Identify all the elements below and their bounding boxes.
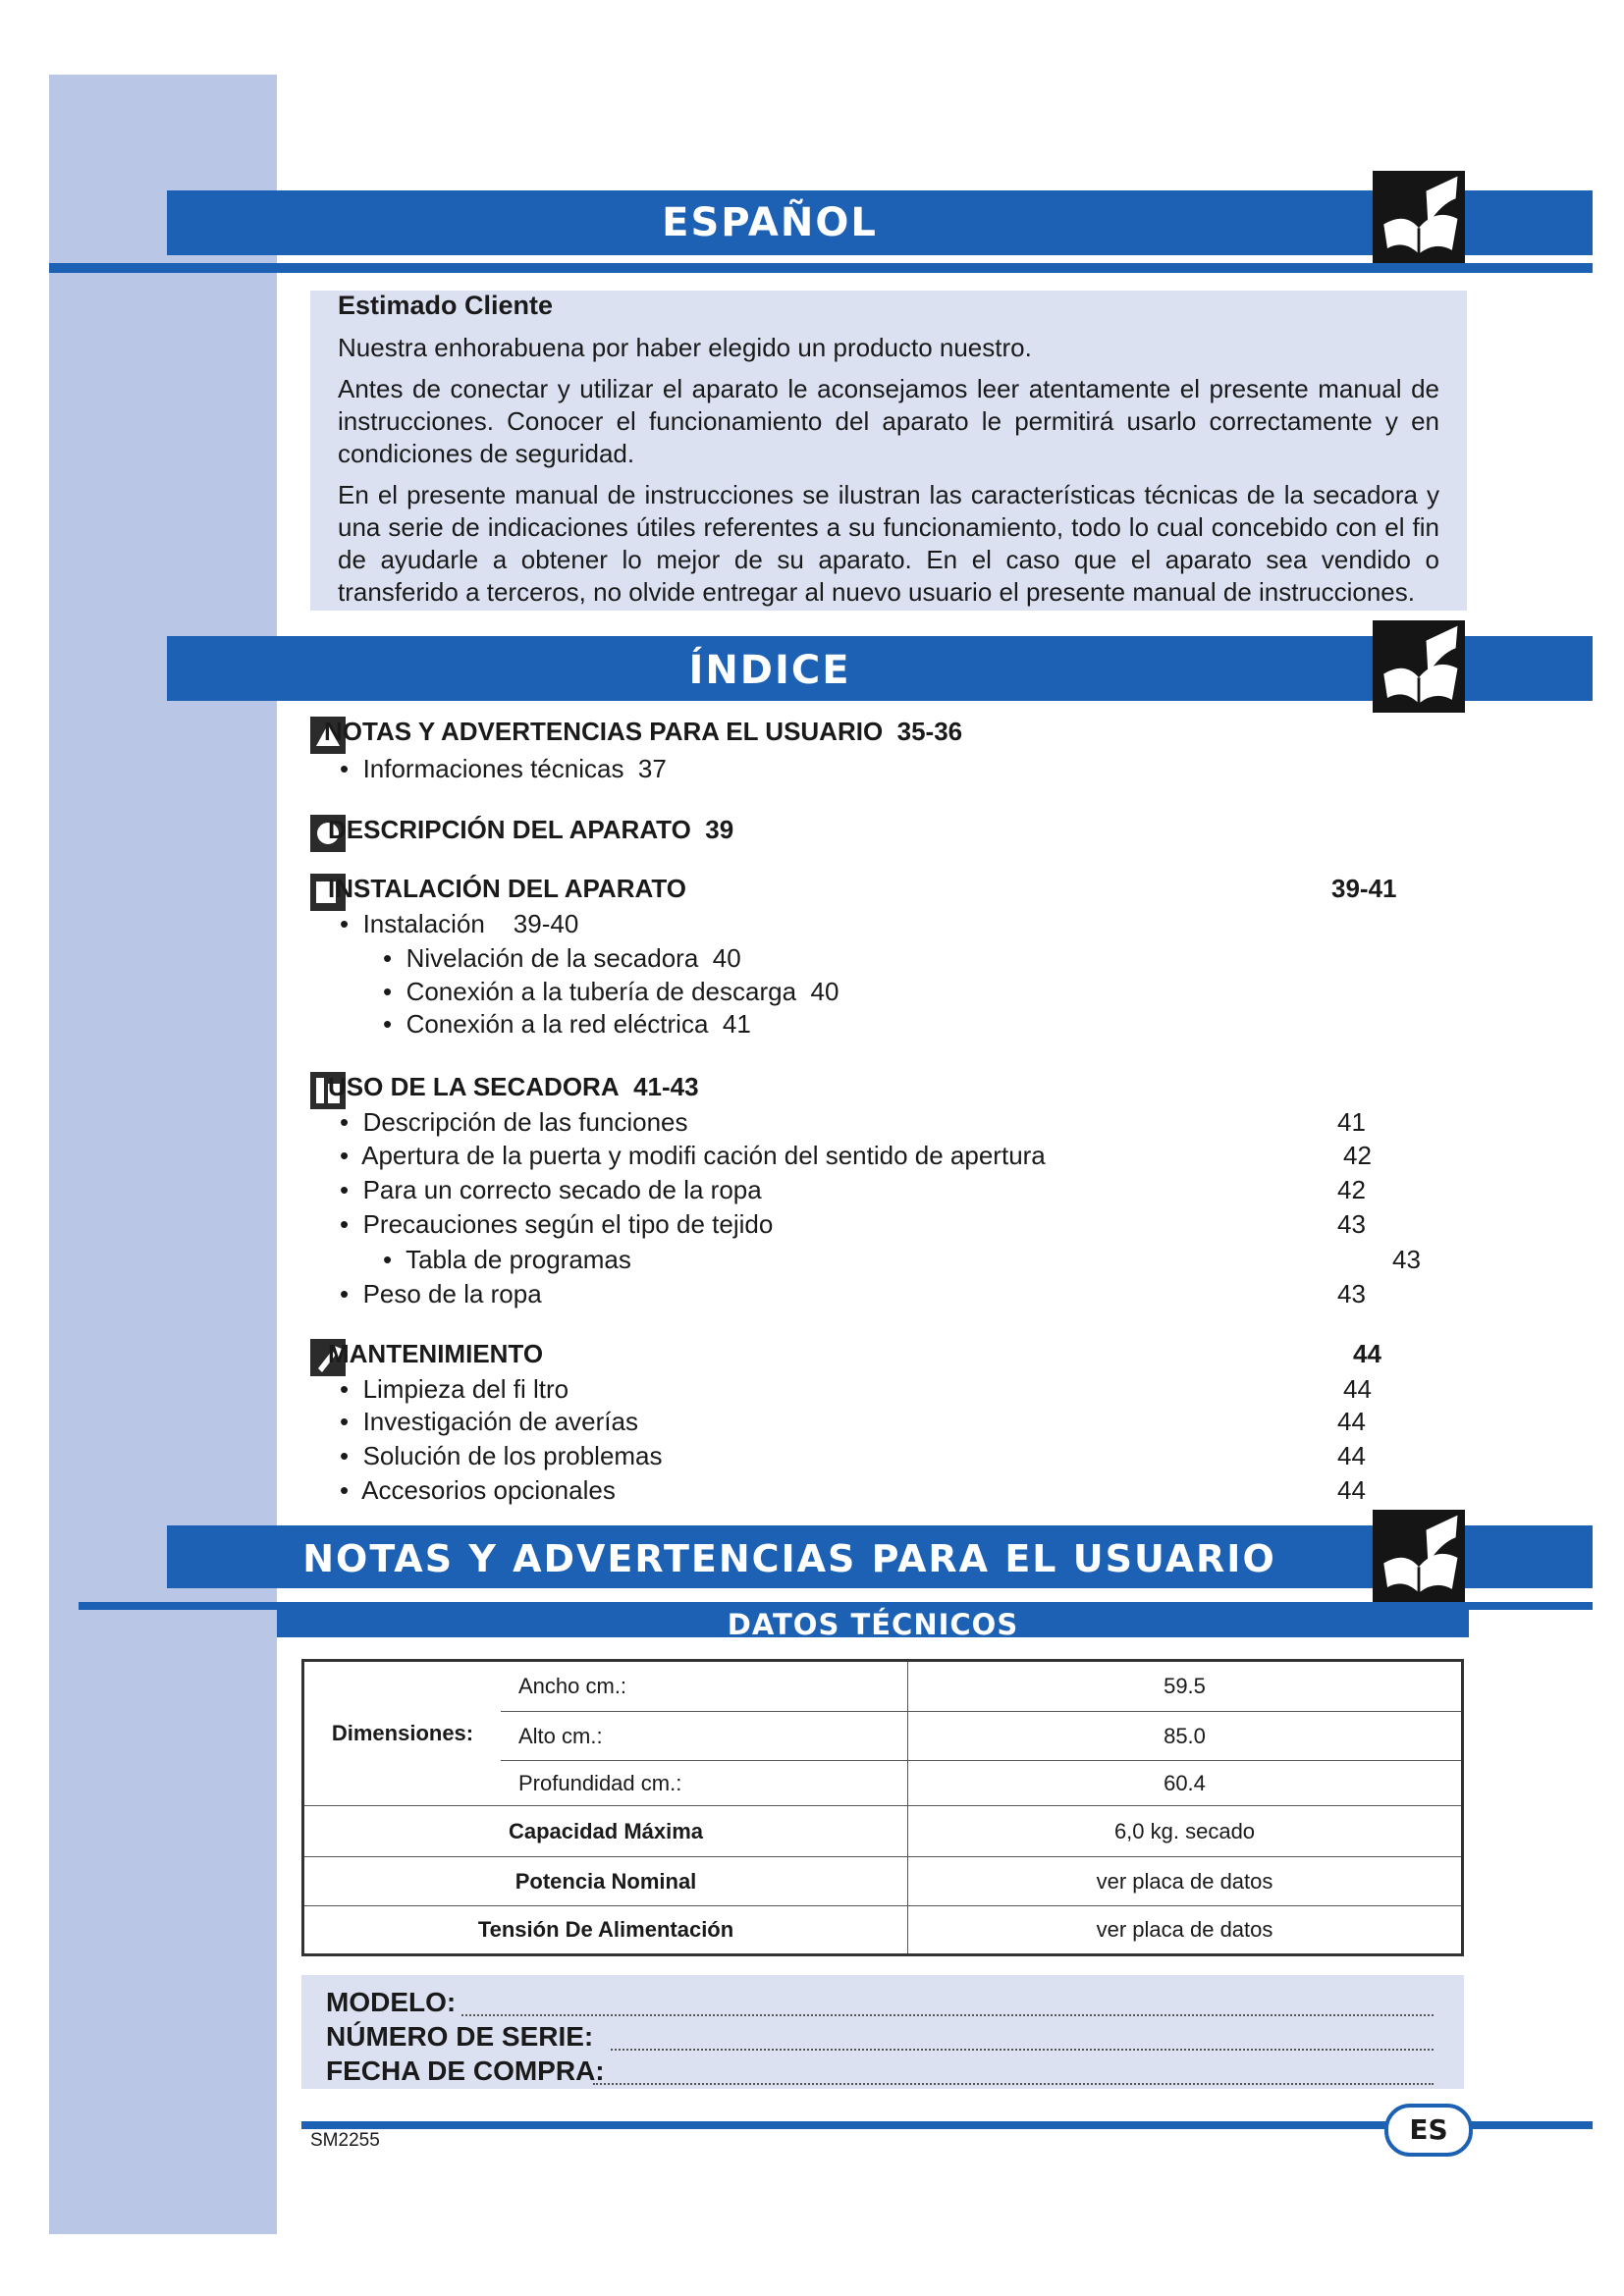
header-underline <box>49 263 1593 273</box>
toc-item[interactable]: • Conexión a la red eléctrica 41 <box>383 1009 751 1039</box>
toc-section-notes[interactable]: NOTAS Y ADVERTENCIAS PARA EL USUARIO 35-36 <box>324 717 963 746</box>
toc-page: 44 <box>1337 1475 1366 1505</box>
toc-item[interactable]: • Limpieza del fi ltro <box>340 1374 569 1404</box>
book-icon <box>1373 1510 1465 1602</box>
toc-page: 44 <box>1337 1407 1366 1436</box>
date-label: FECHA DE COMPRA: <box>326 2056 605 2086</box>
depth-value: 60.4 <box>908 1761 1463 1806</box>
intro-paragraph: En el presente manual de instrucciones se ilustran las características técnicas de la secadora y una serie de indicaciones útiles referentes a su funcionamiento, todo lo cual concebido con el fin de ayudarle a obtener lo mejor de su aparato. En el caso que el aparato sea vendido o transferido a terceros, no olvide entregar al nuevo usuario el presente manual de instrucciones. <box>338 480 1439 607</box>
toc-page: 44 <box>1337 1441 1366 1470</box>
toc-item[interactable]: • Descripción de las funciones <box>340 1107 688 1137</box>
toc-page: 43 <box>1392 1245 1421 1274</box>
toc-item[interactable]: • Peso de la ropa <box>340 1279 542 1308</box>
notes-bar <box>167 1525 1373 1588</box>
voltage-label: Tensión De Alimentación <box>303 1906 908 1955</box>
document-code: SM2255 <box>310 2130 380 2151</box>
toc-item[interactable]: • Investigación de averías <box>340 1407 638 1436</box>
toc-page: 39-41 <box>1331 874 1397 903</box>
toc-item[interactable]: • Para un correcto secado de la ropa <box>340 1175 762 1204</box>
height-value: 85.0 <box>908 1712 1463 1761</box>
toc-page: 43 <box>1337 1279 1366 1308</box>
toc-page: 44 <box>1343 1374 1372 1404</box>
toc-item[interactable]: • Apertura de la puerta y modifi cación del sentido de apertura <box>340 1141 1046 1170</box>
intro-title: Estimado Cliente <box>338 291 554 320</box>
toc-section-description[interactable]: DESCRIPCIÓN DEL APARATO 39 <box>328 815 734 844</box>
toc-item[interactable]: • Nivelación de la secadora 40 <box>383 943 741 973</box>
power-label: Potencia Nominal <box>303 1857 908 1906</box>
toc-page: 42 <box>1343 1141 1372 1170</box>
model-field[interactable] <box>461 2014 1434 2016</box>
height-label: Alto cm.: <box>501 1712 908 1761</box>
toc-item[interactable]: • Informaciones técnicas 37 <box>340 754 667 783</box>
toc-item[interactable]: • Precauciones según el tipo de tejido <box>340 1209 774 1239</box>
sidebar-stripe <box>49 75 277 2234</box>
serial-field[interactable] <box>611 2049 1434 2051</box>
notes-title: NOTAS Y ADVERTENCIAS PARA EL USUARIO <box>302 1537 1276 1580</box>
capacity-value: 6,0 kg. secado <box>908 1806 1463 1857</box>
serial-label: NÚMERO DE SERIE: <box>326 2021 594 2052</box>
index-right-bar <box>1465 636 1593 701</box>
index-title: ÍNDICE <box>688 648 851 693</box>
language-badge: ES <box>1384 2104 1473 2157</box>
capacity-label: Capacidad Máxima <box>303 1806 908 1857</box>
toc-item[interactable]: • Solución de los problemas <box>340 1441 663 1470</box>
notes-right-bar <box>1465 1525 1593 1588</box>
specs-table <box>301 1659 1464 1956</box>
depth-label: Profundidad cm.: <box>501 1761 908 1806</box>
intro-paragraph: Nuestra enhorabuena por haber elegido un producto nuestro. <box>338 333 1032 362</box>
toc-item[interactable]: • Instalación 39-40 <box>340 909 579 938</box>
header-bar <box>167 190 1373 255</box>
toc-section-use[interactable]: USO DE LA SECADORA 41-43 <box>328 1072 699 1101</box>
width-label: Ancho cm.: <box>501 1661 908 1712</box>
toc-section-maintenance[interactable]: MANTENIMIENTO <box>328 1339 544 1368</box>
book-icon <box>1373 171 1465 263</box>
toc-page: 44 <box>1353 1339 1381 1368</box>
book-icon <box>1373 620 1465 713</box>
toc-page: 42 <box>1337 1175 1366 1204</box>
width-value: 59.5 <box>908 1661 1463 1712</box>
power-value: ver placa de datos <box>908 1857 1463 1906</box>
page-title: ESPAÑOL <box>662 200 878 245</box>
page-number: 35 <box>1469 192 1513 242</box>
toc-page: 43 <box>1337 1209 1366 1239</box>
date-field[interactable] <box>593 2083 1434 2085</box>
subtitle-bar <box>277 1608 1469 1641</box>
toc-section-installation[interactable]: INSTALACIÓN DEL APARATO <box>328 874 686 903</box>
dimensions-label: Dimensiones: <box>303 1661 502 1806</box>
toc-item[interactable]: • Accesorios opcionales <box>340 1475 616 1505</box>
toc-item[interactable]: • Tabla de programas <box>383 1245 631 1274</box>
voltage-value: ver placa de datos <box>908 1906 1463 1955</box>
toc-item[interactable]: • Conexión a la tubería de descarga 40 <box>383 977 839 1006</box>
intro-paragraph: Antes de conectar y utilizar el aparato le aconsejamos leer atentamente el presente manual de instrucciones. Conocer el funcionamiento del aparato le permitirá usarlo correctamente y en condiciones de seguridad. <box>338 374 1439 468</box>
model-label: MODELO: <box>326 1987 457 2017</box>
toc-page: 41 <box>1337 1107 1366 1137</box>
subtitle-text: DATOS TÉCNICOS <box>727 1608 1019 1641</box>
index-bar <box>167 636 1373 701</box>
